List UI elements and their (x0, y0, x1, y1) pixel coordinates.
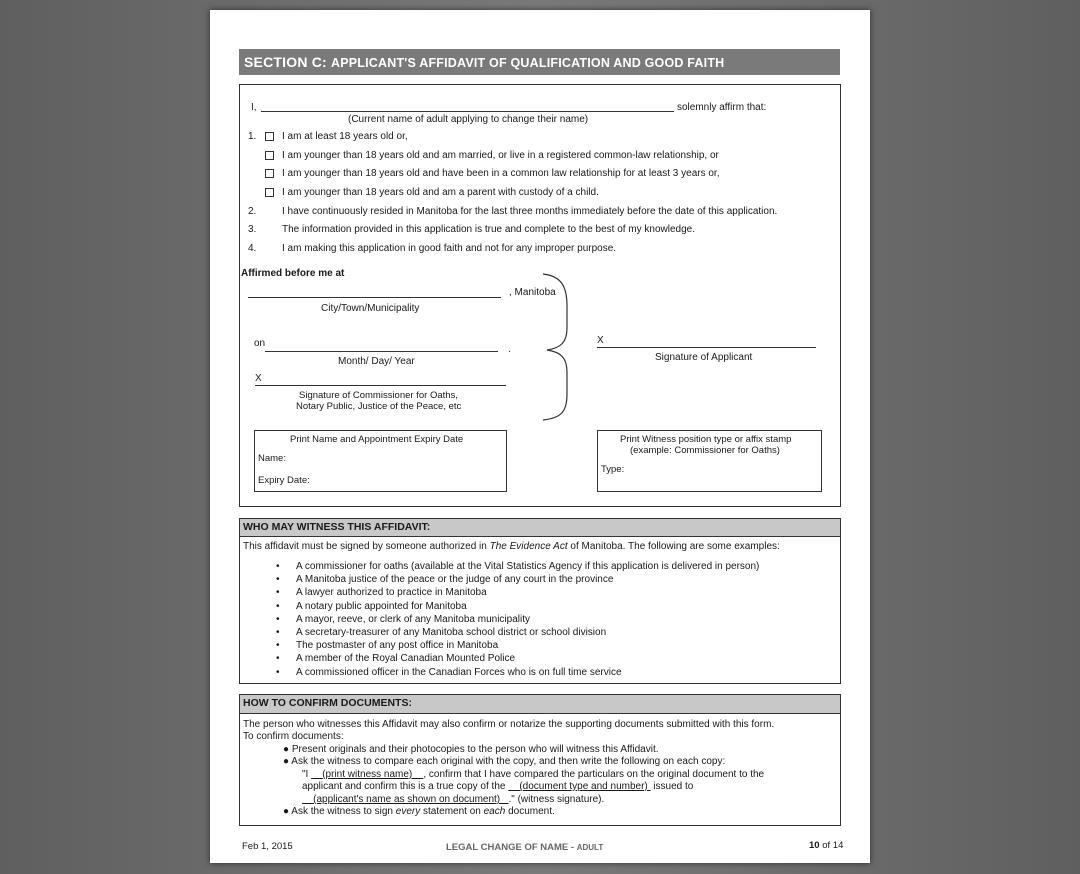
print-name-box-title: Print Name and Appointment Expiry Date (290, 434, 464, 445)
witness-name-blank: (print witness name) (311, 769, 424, 780)
checkbox-age-18[interactable] (265, 132, 274, 141)
manitoba-label: , Manitoba (509, 287, 556, 298)
curly-brace (535, 272, 575, 422)
affirm-suffix: solemnly affirm that: (677, 102, 767, 113)
footer-date: Feb 1, 2015 (242, 841, 293, 852)
how-to-confirm-header: HOW TO CONFIRM DOCUMENTS: (239, 694, 841, 714)
confirm-intro-1: The person who witnesses this Affidavit may also confirm or notarize the supporting documents submitted with this form. (243, 719, 775, 730)
applicant-name-blank: (applicant's name as shown on document) (302, 794, 509, 805)
page-of: of 14 (819, 840, 844, 851)
confirm-step-3: ● Ask the witness to sign every statement on each document. (283, 806, 555, 817)
checkbox-married[interactable] (265, 151, 274, 160)
date-field[interactable] (265, 351, 498, 352)
list-item: • A notary public appointed for Manitoba (276, 600, 759, 613)
step-3-text-a: Ask the witness to sign (291, 806, 396, 817)
intro-text-b: of Manitoba. The following are some examples: (567, 541, 780, 552)
footer-title-small: ADULT (576, 843, 604, 852)
list-item: • The postmaster of any post office in Manitoba (276, 639, 759, 652)
witness-box-title-2: (example: Commissioner for Oaths) (630, 445, 780, 456)
item-1-number: 1. (248, 131, 257, 142)
page-current: 10 (809, 840, 820, 851)
commissioner-x-mark: X (255, 373, 262, 384)
date-caption: Month/ Day/ Year (338, 356, 415, 367)
city-field[interactable] (248, 297, 501, 298)
footer-title-main: LEGAL CHANGE OF NAME - (446, 842, 577, 853)
item-4-text: I am making this application in good faith and not for any improper purpose. (282, 243, 617, 254)
applicant-signature-caption: Signature of Applicant (655, 352, 753, 363)
intro-text-a: This affidavit must be signed by someone authorized in (243, 541, 490, 552)
confirm-step-2: ● Ask the witness to compare each original with the copy, and then write the following on each copy: (283, 756, 726, 767)
date-period: . (508, 344, 511, 355)
witness-box-title-1: Print Witness position type or affix stamp (620, 434, 792, 445)
footer-title (446, 842, 603, 853)
who-may-witness-header: WHO MAY WITNESS THIS AFFIDAVIT: (239, 518, 841, 537)
checkbox-label-age-18: I am at least 18 years old or, (282, 131, 408, 142)
confirm-intro-2: To confirm documents: (243, 731, 344, 742)
name-label: Name: (258, 453, 286, 464)
checkbox-label-common-law: I am younger than 18 years old and have been in a common law relationship for at least 3 years or, (282, 168, 720, 179)
section-c-title: APPLICANT'S AFFIDAVIT OF QUALIFICATION AND GOOD FAITH (330, 56, 725, 70)
commissioner-caption-2: Notary Public, Justice of the Peace, etc (296, 401, 462, 412)
step-3-every: every (395, 806, 421, 817)
step-1-text: Present originals and their photocopies to the person who will witness this Affidavit. (291, 744, 659, 755)
item-3-text: The information provided in this application is true and complete to the best of my knowledge. (282, 224, 696, 235)
checkbox-parent[interactable] (265, 188, 274, 197)
step-2-text: Ask the witness to compare each original with the copy, and then write the following on each copy: (291, 756, 726, 767)
list-item: • A lawyer authorized to practice in Manitoba (276, 586, 759, 599)
checkbox-label-married: I am younger than 18 years old and am married, or live in a registered common-law relationship, or (282, 150, 719, 161)
confirm-quote-line-1 (302, 769, 764, 781)
expiry-date-label: Expiry Date: (258, 475, 310, 486)
confirm-quote-line-3 (302, 794, 604, 806)
step-3-each: each (483, 806, 506, 817)
list-item: • A commissioned officer in the Canadian Forces who is on full time service (276, 666, 759, 679)
step-3-text-c: document. (505, 806, 555, 817)
quote-mid: , confirm that I have compared the particulars on the original document to the (423, 769, 765, 780)
list-item: • A secretary-treasurer of any Manitoba school district or school division (276, 626, 759, 639)
list-item: • A Manitoba justice of the peace or the judge of any court in the province (276, 573, 759, 586)
affirmed-before-label: Affirmed before me at (241, 268, 345, 279)
list-item: • A mayor, reeve, or clerk of any Manitoba municipality (276, 613, 759, 626)
quote-line2-b: issued to (650, 781, 694, 792)
step-3-text-b: statement on (420, 806, 484, 817)
item-3-number: 3. (248, 224, 257, 235)
quote-open: "I (302, 769, 312, 780)
item-2-text: I have continuously resided in Manitoba for the last three months immediately before the date of this application. (282, 206, 778, 217)
evidence-act-title: The Evidence Act (489, 541, 568, 552)
type-label: Type: (601, 464, 625, 475)
who-may-witness-intro (243, 541, 780, 552)
checkbox-common-law[interactable] (265, 169, 274, 178)
item-2-number: 2. (248, 206, 257, 217)
confirm-step-1: ● Present originals and their photocopies to the person who will witness this Affidavit. (283, 744, 659, 755)
quote-line2-a: applicant and confirm this is a true copy of the (302, 781, 509, 792)
applicant-name-field[interactable] (261, 111, 674, 112)
confirm-quote-line-2 (302, 781, 693, 793)
footer-page-number (809, 840, 843, 851)
witness-list (276, 560, 759, 679)
commissioner-caption-1: Signature of Commissioner for Oaths, (299, 390, 458, 401)
city-caption: City/Town/Municipality (321, 303, 420, 314)
list-item: • A commissioner for oaths (available at the Vital Statistics Agency if this application is delivered in person) (276, 560, 759, 573)
section-c-prefix: SECTION C: (244, 54, 327, 70)
commissioner-signature-field[interactable] (255, 385, 506, 386)
applicant-x-mark: X (597, 335, 604, 346)
checkbox-label-parent: I am younger than 18 years old and am a parent with custody of a child. (282, 187, 599, 198)
applicant-name-caption: (Current name of adult applying to change their name) (348, 114, 589, 125)
document-type-blank: (document type and number) (508, 781, 651, 792)
quote-close: ." (witness signature). (508, 794, 605, 805)
form-page (210, 10, 870, 863)
item-4-number: 4. (248, 243, 257, 254)
list-item: • A member of the Royal Canadian Mounted Police (276, 652, 759, 665)
i-label: I, (251, 102, 257, 113)
applicant-signature-field[interactable] (597, 347, 816, 348)
section-c-header (239, 49, 840, 75)
on-label: on (254, 338, 266, 349)
